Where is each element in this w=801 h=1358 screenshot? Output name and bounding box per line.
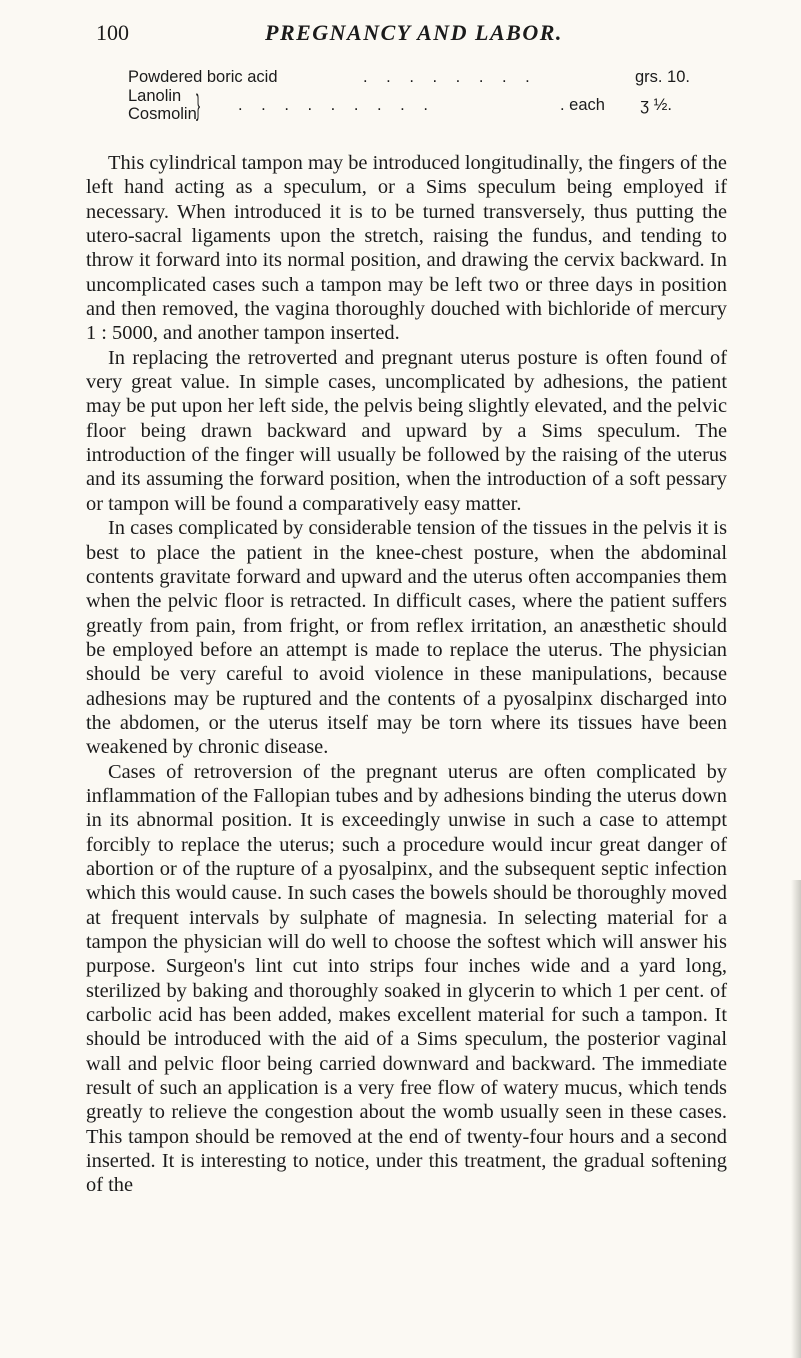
ingredient-names [128, 87, 197, 123]
page-edge-shadow [791, 880, 801, 1358]
page-number: 100 [96, 20, 129, 45]
paragraph: In cases complicated by considerable tension of the tissues in the pelvis it is best to place the patient in the knee-chest posture, when the abdominal contents gravitate forward and upward and the uterus often accompanies them when the pelvic floor is retracted. In difficult cases, where the patient suffers greatly from pain, from fright, or from reflex irritation, an anæsthetic should be employed before an attempt is made to replace the uterus. The physician should be very careful to avoid violence in these manipulations, because adhesions may be ruptured and the contents of a pyosalpinx discharged into the abdomen, or the uterus itself may be torn where its tissues have been weakened by chronic disease. [86, 517, 727, 759]
ingredient-quantity: ʒ ½. [640, 96, 672, 114]
ingredient-name-lanolin: Lanolin [128, 87, 182, 105]
prescription [128, 68, 690, 125]
ingredient-name-cosmolin: Cosmolin [128, 105, 197, 123]
paragraph: Cases of retroversion of the pregnant uterus are often complicated by inflammation of the Fallopian tubes and by adhesions binding the uterus down in its abnormal position. It is exceedingly unwise in such a case to attempt forcibly to replace the uterus; such a procedure would incur great danger of abortion or of the rupture of a pyosalpinx, and the subsequent septic infection which this would cause. In such cases the bowels should be thoroughly moved at frequent intervals by sulphate of magnesia. In selecting material for a tampon the physician will do well to choose the softest which will answer his purpose. Surgeon's lint cut into strips four inches wide and a yard long, sterilized by baking and thoroughly soaked in glycerin to which 1 per cent. of carbolic acid has been added, makes excellent material for such a tampon. It should be introduced with the aid of a Sims speculum, the posterior vaginal wall and pelvic floor being carried downward and backward. The immediate result of such an application is a very free flow of watery mucus, which tends greatly to relieve the congestion about the womb usually seen in these cases. This tampon should be removed at the end of twenty-four hours and a second inserted. It is interesting to notice, under this treatment, the gradual softening of the [86, 760, 727, 1197]
leader-dots: . . . . . . . . . [238, 96, 435, 114]
paragraph: In replacing the retroverted and pregnant uterus posture is often found of very great value. In simple cases, uncomplicated by adhesions, the patient may be put upon her left side, the pelvis being slightly elevated, and the pelvic floor being drawn backward and upward by a Sims speculum. The introduction of the finger will usually be followed by the raising of the uterus and its assuming the forward position, when the introduction of a soft pessary or tampon will be found a comparatively easy matter. [86, 346, 728, 515]
body-text [86, 151, 727, 1198]
ingredient-name: Powdered boric acid [128, 68, 278, 86]
brace-mark: } [196, 89, 201, 122]
running-title: PREGNANCY AND LABOR. [265, 20, 563, 45]
prescription-line-lanolin-cosmolin [128, 87, 690, 125]
leader-dots: . . . . . . . . [363, 68, 537, 86]
paragraph: This cylindrical tampon may be introduced longitudinally, the fingers of the left hand acting as a speculum, or a Sims speculum being employed if necessary. When introduced it is to be turned transversely, thus putting the utero-sacral ligaments upon the stretch, raising the fundus, and tending to throw it forward into its normal position, and drawing the cervix backward. In uncomplicated cases such a tampon may be left two or three days in position and then removed, the vagina thoroughly douched with bichloride of mercury 1 : 5000, and another tampon inserted. [86, 152, 727, 345]
each-label: . each [560, 96, 605, 114]
prescription-line-boric-acid [128, 68, 690, 87]
ingredient-quantity: grs. 10. [634, 68, 690, 86]
